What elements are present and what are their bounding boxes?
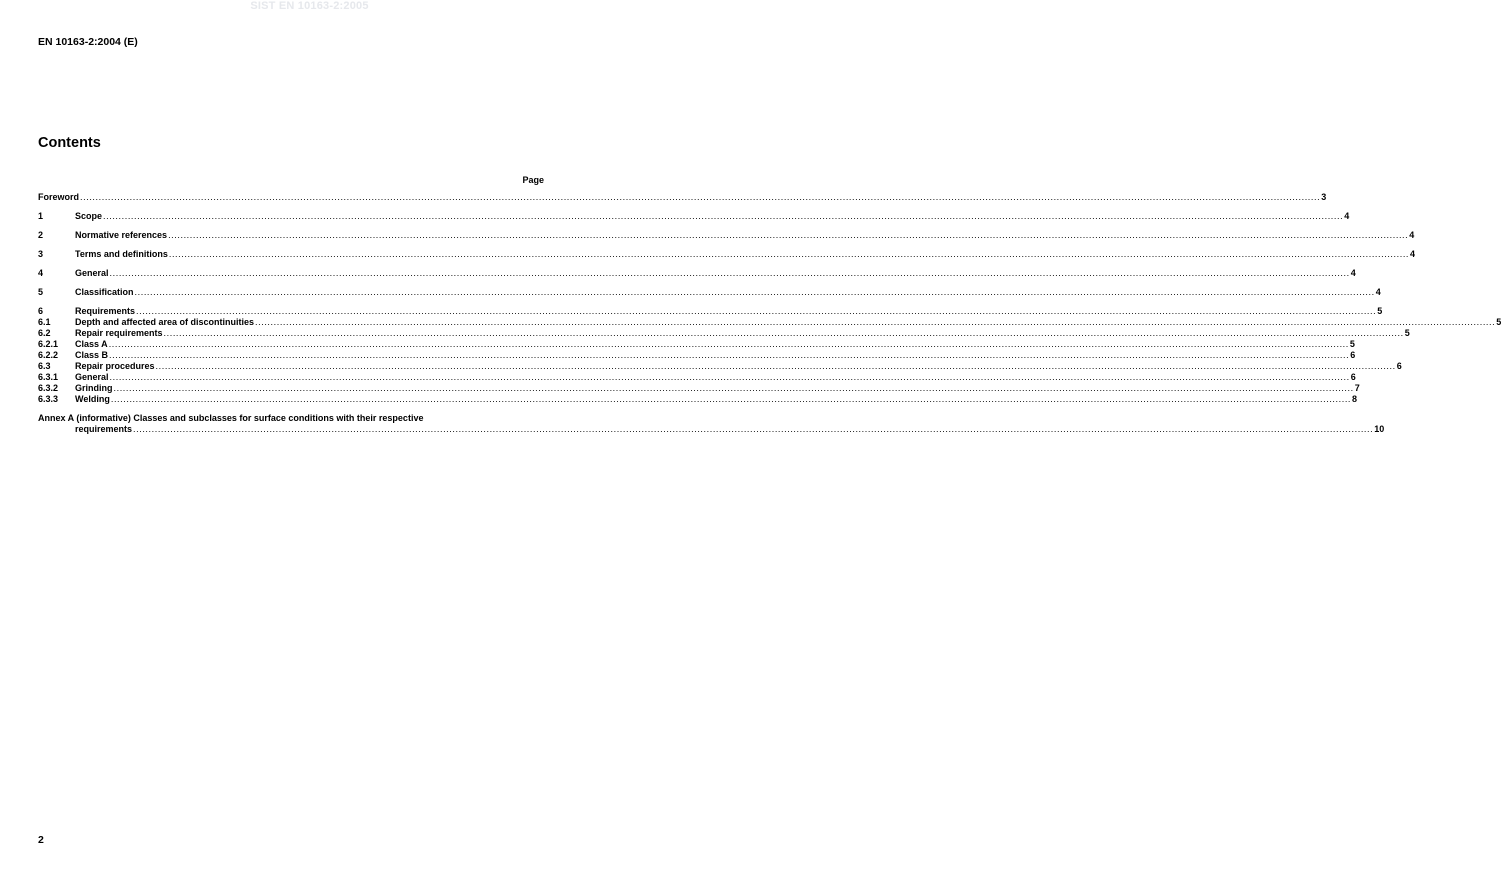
toc-entry-title: Scope	[75, 211, 103, 221]
toc-dot-leader: ................................................................................................................................................................................................................................................................................................................................................................................................................	[109, 372, 1350, 382]
toc-entry[interactable]	[38, 211, 1350, 222]
toc-entry-title: Welding	[75, 394, 110, 404]
page-number: 2	[38, 834, 44, 846]
toc-dot-leader: ................................................................................................................................................................................................................................................................................................................................................................................................................	[110, 394, 1352, 404]
toc-entry-number: 6.3.3	[38, 394, 59, 404]
toc-entry-number: 6.3.2	[38, 383, 59, 393]
toc-entry-page: 6	[1350, 350, 1356, 360]
toc-entry-number: 4	[38, 268, 44, 278]
toc-entry-title: Classification	[75, 287, 134, 297]
toc-dot-leader: ................................................................................................................................................................................................................................................................................................................................................................................................................	[163, 328, 1404, 338]
toc-entry-number: 3	[38, 249, 44, 259]
toc-entry[interactable]	[38, 361, 1402, 372]
toc-dot-leader: ................................................................................................................................................................................................................................................................................................................................................................................................................	[155, 361, 1396, 371]
toc-entry-number: 6.2	[38, 328, 51, 338]
annex-title-line1: Annex A (informative) Classes and subclasses for surface conditions with their respective	[38, 413, 424, 423]
toc-dot-leader: ................................................................................................................................................................................................................................................................................................................................................................................................................	[133, 424, 1374, 434]
toc-entry-page: 4	[1375, 287, 1381, 297]
toc-entry-number: 5	[38, 287, 44, 297]
toc-entry[interactable]	[38, 306, 1383, 317]
toc-dot-leader: ................................................................................................................................................................................................................................................................................................................................................................................................................	[109, 350, 1350, 360]
toc-entry-number: 6.1	[38, 317, 51, 327]
toc-entry-number: 2	[38, 230, 44, 240]
toc-entry-page: 4	[1344, 211, 1350, 221]
page-column-label: Page	[522, 175, 544, 185]
toc-entry-title: Repair procedures	[75, 361, 155, 371]
toc-entry-title: Normative references	[75, 230, 168, 240]
toc-entry[interactable]	[38, 328, 1410, 339]
toc-entry-page: 6	[1350, 372, 1356, 382]
toc-entry-title: General	[75, 372, 109, 382]
toc-entry-title: General	[75, 268, 109, 278]
toc-dot-leader: ................................................................................................................................................................................................................................................................................................................................................................................................................	[108, 339, 1349, 349]
toc-entry-page: 6	[1396, 361, 1402, 371]
toc-entry[interactable]	[38, 230, 1415, 241]
toc-entry-title: Foreword	[38, 192, 80, 202]
contents-heading: Contents	[38, 135, 101, 151]
toc-dot-leader: ................................................................................................................................................................................................................................................................................................................................................................................................................	[255, 317, 1496, 327]
toc-entry[interactable]	[38, 268, 1356, 279]
toc-dot-leader: ................................................................................................................................................................................................................................................................................................................................................................................................................	[168, 249, 1410, 259]
toc-entry-page: 5	[1377, 306, 1383, 316]
toc-entry-page: 7	[1354, 383, 1360, 393]
toc-dot-leader: ................................................................................................................................................................................................................................................................................................................................................................................................................	[168, 230, 1409, 240]
document-id: EN 10163-2:2004 (E)	[38, 36, 138, 48]
toc-entry-number: 6.3	[38, 361, 51, 371]
toc-entry[interactable]	[38, 372, 1356, 383]
toc-entry-title: Repair requirements	[75, 328, 163, 338]
toc-entry-title: Class A	[75, 339, 108, 349]
toc-entry-title: Depth and affected area of discontinuities	[75, 317, 255, 327]
toc-entry[interactable]	[38, 192, 1327, 203]
toc-dot-leader: ................................................................................................................................................................................................................................................................................................................................................................................................................	[109, 268, 1350, 278]
toc-entry[interactable]	[38, 383, 1360, 394]
toc-entry-page: 5	[1404, 328, 1410, 338]
toc-entry-page: 4	[1350, 268, 1356, 278]
toc-dot-leader: ................................................................................................................................................................................................................................................................................................................................................................................................................	[103, 211, 1344, 221]
toc-entry-number: 6.2.1	[38, 339, 59, 349]
toc-entry-page: 5	[1496, 317, 1501, 327]
toc-entry[interactable]	[38, 287, 1381, 298]
toc-entry[interactable]	[38, 394, 1358, 405]
toc-entry-page: 10	[1374, 424, 1385, 434]
toc-entry-page: 3	[1321, 192, 1327, 202]
table-of-contents	[38, 192, 1501, 435]
toc-entry-title: Class B	[75, 350, 109, 360]
toc-dot-leader: ................................................................................................................................................................................................................................................................................................................................................................................................................	[134, 287, 1375, 297]
toc-entry[interactable]	[38, 249, 1416, 260]
annex-title-line2: requirements	[75, 424, 133, 434]
toc-dot-leader: ................................................................................................................................................................................................................................................................................................................................................................................................................	[80, 192, 1321, 202]
toc-entry-title: Requirements	[75, 306, 136, 316]
annex-title-line2-row	[38, 424, 1385, 435]
toc-entry-page: 8	[1352, 394, 1358, 404]
toc-entry-number: 6	[38, 306, 44, 316]
toc-entry-page: 4	[1409, 230, 1415, 240]
toc-entry-page: 5	[1349, 339, 1355, 349]
toc-entry-title: Terms and definitions	[75, 249, 168, 259]
toc-entry-title: Grinding	[75, 383, 113, 393]
toc-entry-number: 6.2.2	[38, 350, 59, 360]
toc-entry-annex[interactable]	[38, 413, 1385, 435]
toc-entry[interactable]	[38, 350, 1356, 361]
watermark: SIST EN 10163-2:2005	[250, 0, 369, 12]
toc-entry-number: 1	[38, 211, 44, 221]
toc-entry-number: 6.3.1	[38, 372, 59, 382]
toc-entry[interactable]	[38, 317, 1501, 328]
toc-entry-page: 4	[1410, 249, 1416, 259]
toc-entry[interactable]	[38, 339, 1355, 350]
toc-dot-leader: ................................................................................................................................................................................................................................................................................................................................................................................................................	[113, 383, 1354, 393]
toc-dot-leader: ................................................................................................................................................................................................................................................................................................................................................................................................................	[136, 306, 1377, 316]
